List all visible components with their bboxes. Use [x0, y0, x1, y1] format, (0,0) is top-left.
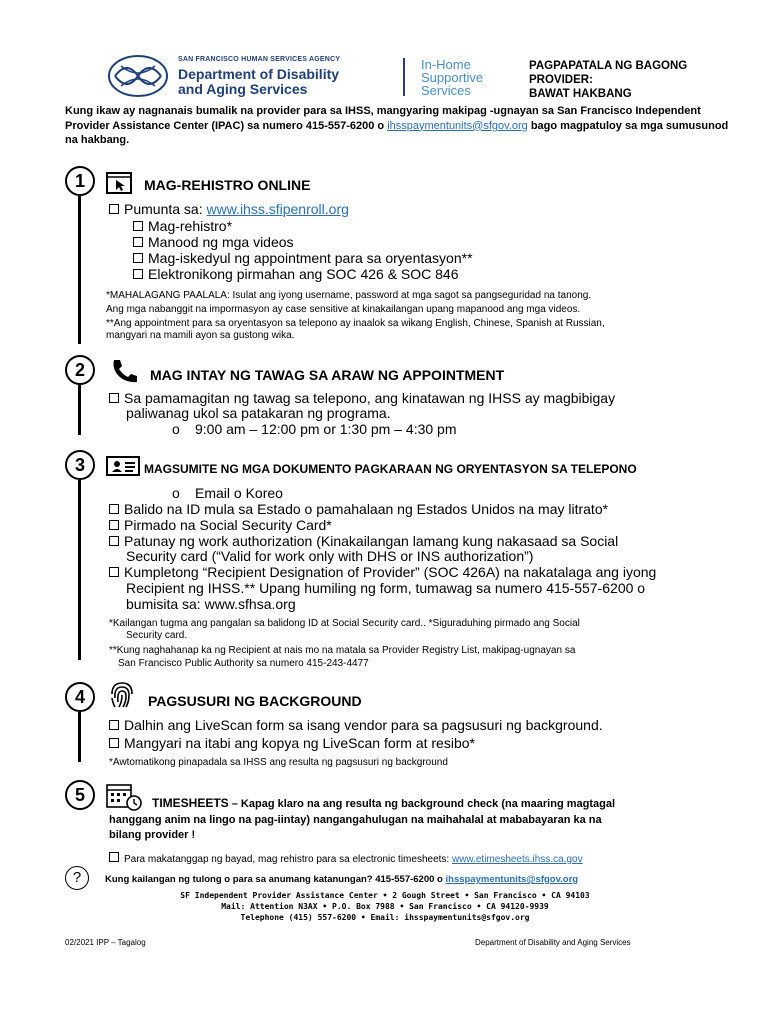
step-4-line	[78, 712, 81, 762]
subitem-text: Manood ng mga videos	[148, 234, 294, 250]
intro-paragraph	[65, 104, 737, 148]
footer-address-line3: Telephone (415) 557-6200 • Email: ihsspaymentunits@sfgov.org	[240, 913, 530, 922]
step-3-item-cont: Security card (“Valid for work only with DHS or INS authorization”)	[126, 548, 534, 564]
header-divider	[403, 58, 405, 96]
intro-text: Kung ikaw ay nagnanais bumalik na provider para sa IHSS, mangyaring makipag -ugnayan sa San Francisco Independent Provider Assistance Center (IPAC) sa numero 415-557-6200 o	[65, 105, 701, 132]
step-3-note: Security card.	[126, 630, 188, 641]
step-4-note: *Awtomatikong pinapadala sa IHSS ang resulta ng pagsusuri ng background	[109, 757, 448, 768]
step-1-main-item	[109, 201, 349, 217]
step-1-note: **Ang appointment para sa oryentasyon sa telepono ay inaalok sa wikang English, Chinese, Spanish at Russian,	[106, 318, 605, 329]
agency-name-small: SAN FRANCISCO HUMAN SERVICES AGENCY	[178, 56, 341, 63]
checkbox	[109, 738, 119, 748]
agency-name-line2: and Aging Services	[178, 81, 308, 97]
item-text: Para makatanggap ng bayad, mag rehistro para sa electronic timesheets:	[124, 854, 452, 865]
step-1-title: MAG-REHISTRO ONLINE	[144, 177, 311, 193]
item-text: Patunay ng work authorization (Kinakailangan lamang kung nakasaad sa Social	[124, 533, 619, 549]
step-1-subitem	[133, 250, 473, 266]
ihss-logo-text	[421, 58, 483, 97]
step-4-item	[109, 717, 603, 733]
title-line1: PAGPAPATALA NG BAGONG	[529, 60, 688, 72]
checkbox	[109, 520, 119, 530]
step-2-time: 9:00 am – 12:00 pm or 1:30 pm – 4:30 pm	[195, 421, 457, 437]
checkbox	[109, 567, 119, 577]
checkbox	[109, 504, 119, 514]
step-3-line	[78, 480, 81, 660]
item-text: Kumpletong “Recipient Designation of Provider” (SOC 426A) na nakatalaga ang iyong	[124, 564, 657, 580]
step-5-line3: bilang provider !	[109, 829, 196, 841]
ihss-line3: Services	[421, 83, 471, 98]
step-1-note: mangyari na mamili ayon sa gustong wika.	[106, 330, 295, 341]
page-title	[529, 59, 687, 101]
step-2-line	[78, 385, 81, 435]
help-text	[105, 874, 578, 885]
item-text: Balido na ID mula sa Estado o pamahalaan ng Estados Unidos na may litrato*	[124, 501, 609, 517]
step-2-item	[109, 390, 615, 406]
step-1-line	[78, 196, 81, 344]
step-4-number: 4	[65, 682, 95, 712]
help-text-label: Kung kailangan ng tulong o para sa anumang katanungan? 415-557-6200 o	[105, 874, 446, 885]
step-1-main-prefix: Pumunta sa:	[124, 201, 207, 217]
ihss-line1: In-Home	[421, 57, 471, 72]
step-1-note: Ang mga nabanggit na impormasyon ay case sensitive at kinakailangan upang mapanood ang mga videos.	[106, 304, 581, 315]
phone-icon	[110, 358, 140, 384]
step-3-note: **Kung naghahanap ka ng Recipient at nais mo na matala sa Provider Registry List, makipag-ugnayan sa	[109, 645, 576, 656]
step-1-subitem	[133, 234, 294, 250]
step-2-number: 2	[65, 355, 95, 385]
agency-name	[178, 67, 339, 97]
step-2-bullet: o	[172, 421, 180, 437]
step-5-title-rest: – Kapag klaro na ang resulta ng background check (na maaring magtagal	[228, 798, 616, 810]
step-3-item	[109, 533, 618, 549]
checkbox	[133, 221, 143, 231]
etimesheets-link[interactable]: www.etimesheets.ihss.ca.gov	[451, 854, 583, 865]
checkbox	[133, 237, 143, 247]
step-1-subitem	[133, 218, 232, 234]
step-3-title: MAGSUMITE NG MGA DOKUMENTO PAGKARAAN NG ORYENTASYON SA TELEPONO	[144, 462, 637, 476]
step-5-title-row	[152, 796, 615, 810]
title-line3: BAWAT HAKBANG	[529, 88, 632, 100]
help-email-link[interactable]: ihsspaymentunits@sfgov.org	[445, 874, 579, 885]
step-2-title: MAG INTAY NG TAWAG SA ARAW NG APPOINTMENT	[150, 367, 505, 383]
step-3-item	[109, 517, 332, 533]
checkbox	[133, 269, 143, 279]
step-3-item-cont: Recipient ng IHSS.** Upang humiling ng form, tumawag sa numero 415-557-6200 o	[126, 580, 646, 596]
dept-logo-icon	[107, 54, 169, 98]
step-3-note: *Kailangan tugma ang pangalan sa balidong ID at Social Security card.. *Siguraduhing pirmado ang Social	[109, 618, 580, 629]
item-text: Pirmado na Social Security Card*	[124, 517, 332, 533]
agency-name-line1: Department of Disability	[178, 66, 340, 82]
step-2-item-cont: paliwanag ukol sa patakaran ng programa.	[126, 405, 391, 421]
footer-address-line2: Mail: Attention N3AX • P.O. Box 7988 • San Francisco • CA 94120-9939	[221, 902, 549, 911]
step-4-title: PAGSUSURI NG BACKGROUND	[148, 693, 362, 709]
checkbox	[109, 536, 119, 546]
step-1-number: 1	[65, 166, 95, 196]
step-5-number: 5	[65, 780, 95, 810]
item-text: Sa pamamagitan ng tawag sa telepono, ang kinatawan ng IHSS ay magbibigay	[124, 390, 616, 406]
checkbox	[109, 393, 119, 403]
step-3-item	[109, 501, 608, 517]
step-3-sub: Email o Koreo	[195, 485, 283, 501]
step-5-title: TIMESHEETS	[152, 796, 229, 810]
footer-department: Department of Disability and Aging Services	[475, 938, 631, 947]
subitem-text: Mag-iskedyul ng appointment para sa oryentasyon**	[148, 250, 473, 266]
help-icon: ?	[65, 866, 89, 890]
step-4-item	[109, 735, 475, 751]
subitem-text: Elektronikong pirmahan ang SOC 426 & SOC 846	[148, 266, 459, 282]
ihss-line2: Supportive	[421, 70, 484, 85]
step-5-line2: hanggang anim na lingo na pag-iintay) nangangahulugan na maihahalal at mababayaran ka na	[109, 814, 602, 826]
checkbox	[109, 852, 119, 862]
step-3-item-cont: bumisita sa: www.sfhsa.org	[126, 596, 296, 612]
item-text: Mangyari na itabi ang kopya ng LiveScan form at resibo*	[124, 735, 475, 751]
footer-doc-code: 02/2021 IPP – Tagalog	[65, 938, 146, 947]
fingerprint-icon	[108, 680, 136, 710]
checkbox	[109, 720, 119, 730]
step-1-note: *MAHALAGANG PAALALA: Isulat ang iyong username, password at mga sagot sa pangseguridad na tanong.	[106, 290, 592, 301]
footer-address	[65, 890, 705, 923]
title-line2: PROVIDER:	[529, 74, 593, 86]
subitem-text: Mag-rehistro*	[148, 218, 233, 234]
step-1-subitem	[133, 266, 459, 282]
step-3-bullet: o	[172, 485, 180, 501]
intro-email-link[interactable]: ihsspaymentunits@sfgov.org	[387, 119, 528, 132]
step-3-number: 3	[65, 450, 95, 480]
checkbox	[133, 253, 143, 263]
id-card-icon	[106, 456, 140, 476]
step-5-item	[109, 852, 583, 866]
item-text: Dalhin ang LiveScan form sa isang vendor para sa pagsusuri ng background.	[124, 717, 603, 733]
ihss-enroll-link[interactable]: www.ihss.sfipenroll.org	[206, 201, 349, 217]
calendar-clock-icon	[106, 783, 144, 811]
checkbox	[109, 204, 119, 214]
cursor-window-icon	[106, 172, 132, 194]
step-3-item	[109, 564, 656, 580]
step-3-note: San Francisco Public Authority sa numero 415-243-4477	[118, 658, 369, 669]
footer-address-line1: SF Independent Provider Assistance Center • 2 Gough Street • San Francisco • CA 94103	[180, 891, 590, 900]
intro-text-end: bago magpatuloy sa mga sumusunod na hakbang.	[65, 119, 729, 146]
